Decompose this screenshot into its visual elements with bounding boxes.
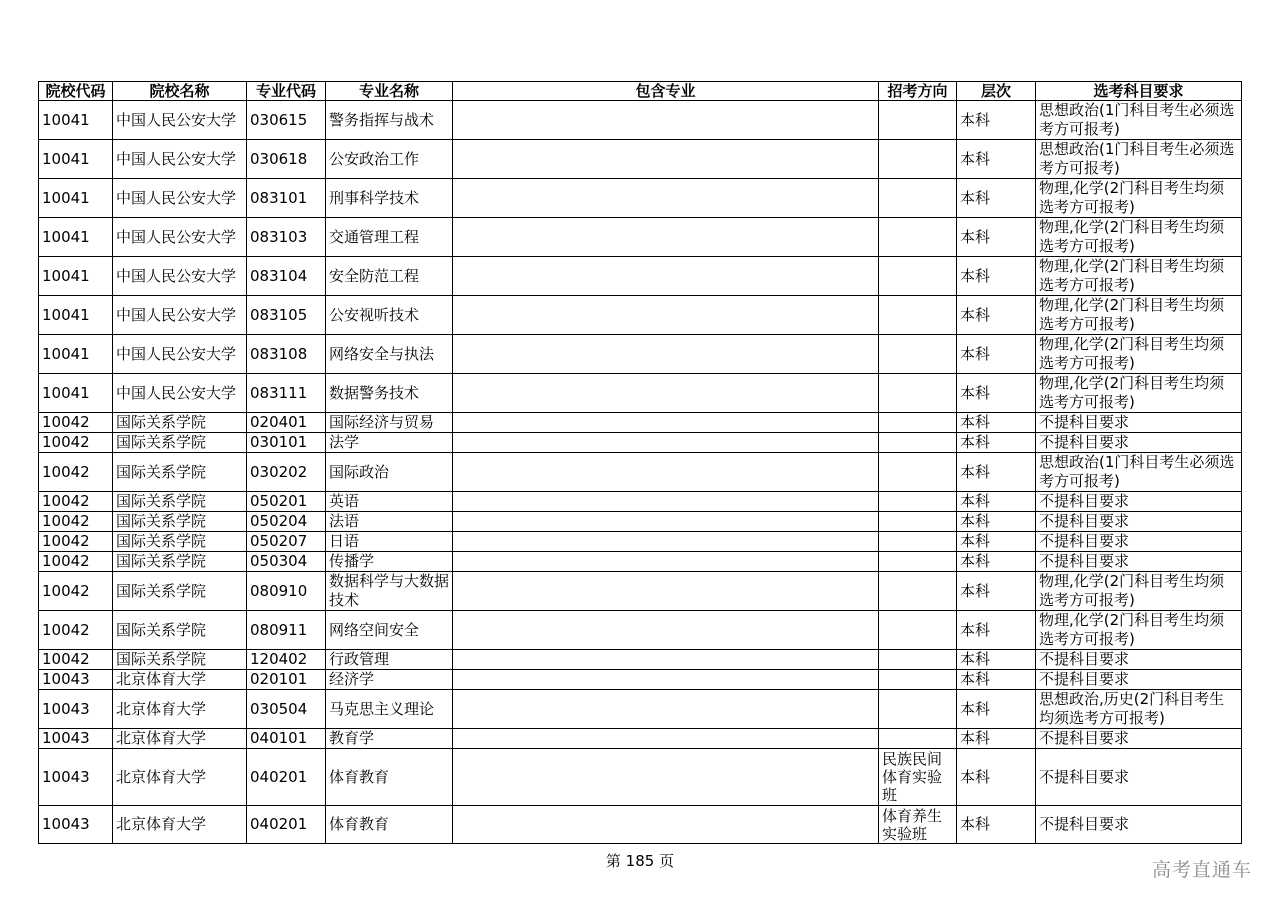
cell-included-majors (453, 101, 879, 140)
cell-major-name: 网络安全与执法 (326, 335, 453, 374)
cell-major-code: 040101 (247, 729, 326, 749)
cell-major-code: 030615 (247, 101, 326, 140)
cell-major-name: 安全防范工程 (326, 257, 453, 296)
cell-subject-requirement: 思想政治,历史(2门科目考生均须选考方可报考) (1036, 690, 1242, 729)
cell-major-name: 日语 (326, 532, 453, 552)
cell-direction (879, 572, 957, 611)
cell-major-code: 030101 (247, 433, 326, 453)
cell-school-name: 中国人民公安大学 (113, 257, 247, 296)
cell-subject-requirement: 不提科目要求 (1036, 552, 1242, 572)
cell-direction (879, 413, 957, 433)
cell-level: 本科 (957, 218, 1036, 257)
cell-included-majors (453, 433, 879, 453)
cell-major-name: 公安视听技术 (326, 296, 453, 335)
cell-subject-requirement: 不提科目要求 (1036, 532, 1242, 552)
cell-major-code: 050204 (247, 512, 326, 532)
cell-school-name: 北京体育大学 (113, 670, 247, 690)
header-included-majors: 包含专业 (453, 82, 879, 101)
cell-school-code: 10043 (39, 729, 113, 749)
cell-subject-requirement: 不提科目要求 (1036, 729, 1242, 749)
cell-major-code: 020401 (247, 413, 326, 433)
cell-level: 本科 (957, 374, 1036, 413)
cell-direction (879, 296, 957, 335)
table-row (39, 749, 1242, 806)
cell-major-code: 030504 (247, 690, 326, 729)
cell-major-name: 国际经济与贸易 (326, 413, 453, 433)
cell-major-name: 法学 (326, 433, 453, 453)
cell-major-code: 083111 (247, 374, 326, 413)
table-row (39, 101, 1242, 140)
table-row (39, 729, 1242, 749)
cell-direction (879, 218, 957, 257)
cell-school-code: 10042 (39, 552, 113, 572)
cell-subject-requirement: 不提科目要求 (1036, 433, 1242, 453)
table-row (39, 492, 1242, 512)
cell-school-code: 10043 (39, 690, 113, 729)
cell-direction (879, 179, 957, 218)
cell-level: 本科 (957, 433, 1036, 453)
cell-school-name: 北京体育大学 (113, 749, 247, 806)
cell-school-name: 中国人民公安大学 (113, 374, 247, 413)
cell-school-code: 10041 (39, 140, 113, 179)
cell-included-majors (453, 257, 879, 296)
cell-school-name: 国际关系学院 (113, 650, 247, 670)
cell-school-code: 10042 (39, 453, 113, 492)
cell-school-name: 国际关系学院 (113, 433, 247, 453)
cell-included-majors (453, 140, 879, 179)
cell-major-name: 数据科学与大数据技术 (326, 572, 453, 611)
cell-major-name: 马克思主义理论 (326, 690, 453, 729)
table-row (39, 453, 1242, 492)
cell-direction (879, 611, 957, 650)
cell-school-name: 国际关系学院 (113, 532, 247, 552)
cell-level: 本科 (957, 101, 1036, 140)
cell-level: 本科 (957, 532, 1036, 552)
cell-subject-requirement: 物理,化学(2门科目考生均须选考方可报考) (1036, 296, 1242, 335)
cell-included-majors (453, 413, 879, 433)
cell-school-name: 国际关系学院 (113, 572, 247, 611)
table-row (39, 257, 1242, 296)
cell-included-majors (453, 374, 879, 413)
cell-school-code: 10042 (39, 572, 113, 611)
cell-level: 本科 (957, 179, 1036, 218)
cell-subject-requirement: 物理,化学(2门科目考生均须选考方可报考) (1036, 335, 1242, 374)
cell-major-code: 083104 (247, 257, 326, 296)
header-level: 层次 (957, 82, 1036, 101)
cell-level: 本科 (957, 670, 1036, 690)
cell-school-name: 国际关系学院 (113, 453, 247, 492)
table-row (39, 552, 1242, 572)
cell-major-name: 警务指挥与战术 (326, 101, 453, 140)
cell-direction: 民族民间体育实验班 (879, 749, 957, 806)
header-row (39, 82, 1242, 101)
cell-included-majors (453, 296, 879, 335)
cell-school-name: 中国人民公安大学 (113, 218, 247, 257)
cell-subject-requirement: 物理,化学(2门科目考生均须选考方可报考) (1036, 179, 1242, 218)
cell-subject-requirement: 物理,化学(2门科目考生均须选考方可报考) (1036, 218, 1242, 257)
cell-included-majors (453, 512, 879, 532)
cell-major-code: 083105 (247, 296, 326, 335)
cell-subject-requirement: 不提科目要求 (1036, 670, 1242, 690)
cell-included-majors (453, 179, 879, 218)
cell-subject-requirement: 不提科目要求 (1036, 492, 1242, 512)
cell-major-code: 040201 (247, 806, 326, 844)
cell-school-name: 国际关系学院 (113, 552, 247, 572)
cell-school-code: 10042 (39, 611, 113, 650)
cell-major-name: 英语 (326, 492, 453, 512)
cell-school-code: 10041 (39, 101, 113, 140)
cell-school-name: 中国人民公安大学 (113, 179, 247, 218)
table-row (39, 650, 1242, 670)
cell-major-code: 080911 (247, 611, 326, 650)
cell-level: 本科 (957, 413, 1036, 433)
cell-major-name: 交通管理工程 (326, 218, 453, 257)
cell-direction (879, 335, 957, 374)
cell-major-name: 网络空间安全 (326, 611, 453, 650)
table-row (39, 433, 1242, 453)
cell-direction (879, 492, 957, 512)
cell-direction (879, 532, 957, 552)
watermark-text: 高考直通车 (1151, 859, 1252, 881)
cell-major-name: 刑事科学技术 (326, 179, 453, 218)
cell-included-majors (453, 335, 879, 374)
cell-school-code: 10042 (39, 413, 113, 433)
cell-major-code: 050304 (247, 552, 326, 572)
cell-level: 本科 (957, 552, 1036, 572)
cell-level: 本科 (957, 492, 1036, 512)
cell-major-name: 传播学 (326, 552, 453, 572)
cell-major-name: 教育学 (326, 729, 453, 749)
cell-school-name: 国际关系学院 (113, 492, 247, 512)
cell-major-code: 030202 (247, 453, 326, 492)
table-row (39, 572, 1242, 611)
cell-included-majors (453, 749, 879, 806)
cell-included-majors (453, 532, 879, 552)
cell-major-code: 050207 (247, 532, 326, 552)
cell-included-majors (453, 690, 879, 729)
cell-subject-requirement: 物理,化学(2门科目考生均须选考方可报考) (1036, 257, 1242, 296)
cell-major-code: 080910 (247, 572, 326, 611)
cell-major-code: 120402 (247, 650, 326, 670)
cell-major-code: 083101 (247, 179, 326, 218)
cell-level: 本科 (957, 335, 1036, 374)
header-major-code: 专业代码 (247, 82, 326, 101)
cell-major-name: 行政管理 (326, 650, 453, 670)
cell-subject-requirement: 思想政治(1门科目考生必须选考方可报考) (1036, 140, 1242, 179)
cell-subject-requirement: 不提科目要求 (1036, 749, 1242, 806)
cell-level: 本科 (957, 257, 1036, 296)
cell-level: 本科 (957, 690, 1036, 729)
cell-direction (879, 140, 957, 179)
cell-school-code: 10041 (39, 374, 113, 413)
cell-direction (879, 101, 957, 140)
cell-school-name: 北京体育大学 (113, 729, 247, 749)
cell-major-name: 体育教育 (326, 806, 453, 844)
cell-direction (879, 512, 957, 532)
header-school-name: 院校名称 (113, 82, 247, 101)
page-number: 第 185 页 (605, 852, 675, 870)
cell-direction (879, 729, 957, 749)
cell-subject-requirement: 思想政治(1门科目考生必须选考方可报考) (1036, 453, 1242, 492)
cell-direction (879, 433, 957, 453)
cell-direction (879, 690, 957, 729)
cell-direction (879, 670, 957, 690)
cell-included-majors (453, 492, 879, 512)
cell-included-majors (453, 650, 879, 670)
cell-school-name: 国际关系学院 (113, 512, 247, 532)
cell-school-name: 中国人民公安大学 (113, 335, 247, 374)
cell-level: 本科 (957, 650, 1036, 670)
cell-level: 本科 (957, 453, 1036, 492)
table-row (39, 806, 1242, 844)
cell-included-majors (453, 729, 879, 749)
cell-school-code: 10043 (39, 806, 113, 844)
cell-school-code: 10042 (39, 492, 113, 512)
table-row (39, 670, 1242, 690)
table-row (39, 179, 1242, 218)
cell-school-code: 10041 (39, 296, 113, 335)
cell-school-name: 国际关系学院 (113, 413, 247, 433)
table-row (39, 413, 1242, 433)
cell-school-name: 北京体育大学 (113, 806, 247, 844)
cell-included-majors (453, 552, 879, 572)
cell-major-code: 050201 (247, 492, 326, 512)
table-row (39, 374, 1242, 413)
cell-major-code: 020101 (247, 670, 326, 690)
cell-level: 本科 (957, 512, 1036, 532)
table-row (39, 296, 1242, 335)
cell-major-code: 030618 (247, 140, 326, 179)
cell-level: 本科 (957, 140, 1036, 179)
cell-subject-requirement: 不提科目要求 (1036, 806, 1242, 844)
cell-school-code: 10041 (39, 257, 113, 296)
table-row (39, 335, 1242, 374)
cell-major-code: 083103 (247, 218, 326, 257)
cell-school-code: 10041 (39, 179, 113, 218)
cell-school-name: 中国人民公安大学 (113, 101, 247, 140)
cell-school-name: 中国人民公安大学 (113, 140, 247, 179)
cell-level: 本科 (957, 729, 1036, 749)
cell-level: 本科 (957, 611, 1036, 650)
cell-major-name: 经济学 (326, 670, 453, 690)
cell-major-name: 公安政治工作 (326, 140, 453, 179)
cell-direction (879, 374, 957, 413)
cell-school-code: 10041 (39, 335, 113, 374)
cell-school-name: 中国人民公安大学 (113, 296, 247, 335)
cell-included-majors (453, 611, 879, 650)
cell-subject-requirement: 不提科目要求 (1036, 650, 1242, 670)
cell-school-name: 北京体育大学 (113, 690, 247, 729)
cell-subject-requirement: 不提科目要求 (1036, 413, 1242, 433)
cell-major-code: 040201 (247, 749, 326, 806)
cell-school-code: 10041 (39, 218, 113, 257)
cell-major-name: 国际政治 (326, 453, 453, 492)
cell-school-code: 10043 (39, 670, 113, 690)
table-row (39, 611, 1242, 650)
cell-included-majors (453, 453, 879, 492)
cell-major-name: 数据警务技术 (326, 374, 453, 413)
cell-included-majors (453, 218, 879, 257)
header-direction: 招考方向 (879, 82, 957, 101)
cell-school-code: 10042 (39, 532, 113, 552)
cell-level: 本科 (957, 296, 1036, 335)
header-major-name: 专业名称 (326, 82, 453, 101)
table-row (39, 690, 1242, 729)
cell-school-code: 10042 (39, 650, 113, 670)
table-row (39, 512, 1242, 532)
cell-subject-requirement: 物理,化学(2门科目考生均须选考方可报考) (1036, 374, 1242, 413)
cell-level: 本科 (957, 749, 1036, 806)
cell-major-code: 083108 (247, 335, 326, 374)
cell-major-name: 法语 (326, 512, 453, 532)
cell-school-name: 国际关系学院 (113, 611, 247, 650)
cell-direction (879, 257, 957, 296)
cell-major-name: 体育教育 (326, 749, 453, 806)
cell-subject-requirement: 物理,化学(2门科目考生均须选考方可报考) (1036, 572, 1242, 611)
table-row (39, 532, 1242, 552)
cell-level: 本科 (957, 806, 1036, 844)
cell-subject-requirement: 物理,化学(2门科目考生均须选考方可报考) (1036, 611, 1242, 650)
header-subject-requirement: 选考科目要求 (1036, 82, 1242, 101)
cell-included-majors (453, 806, 879, 844)
cell-school-code: 10043 (39, 749, 113, 806)
admission-table (38, 81, 1242, 844)
cell-direction: 体育养生实验班 (879, 806, 957, 844)
cell-school-code: 10042 (39, 512, 113, 532)
table-row (39, 218, 1242, 257)
cell-subject-requirement: 不提科目要求 (1036, 512, 1242, 532)
cell-direction (879, 552, 957, 572)
cell-included-majors (453, 670, 879, 690)
header-school-code: 院校代码 (39, 82, 113, 101)
cell-subject-requirement: 思想政治(1门科目考生必须选考方可报考) (1036, 101, 1242, 140)
cell-direction (879, 453, 957, 492)
cell-level: 本科 (957, 572, 1036, 611)
cell-direction (879, 650, 957, 670)
cell-school-code: 10042 (39, 433, 113, 453)
table-row (39, 140, 1242, 179)
cell-included-majors (453, 572, 879, 611)
